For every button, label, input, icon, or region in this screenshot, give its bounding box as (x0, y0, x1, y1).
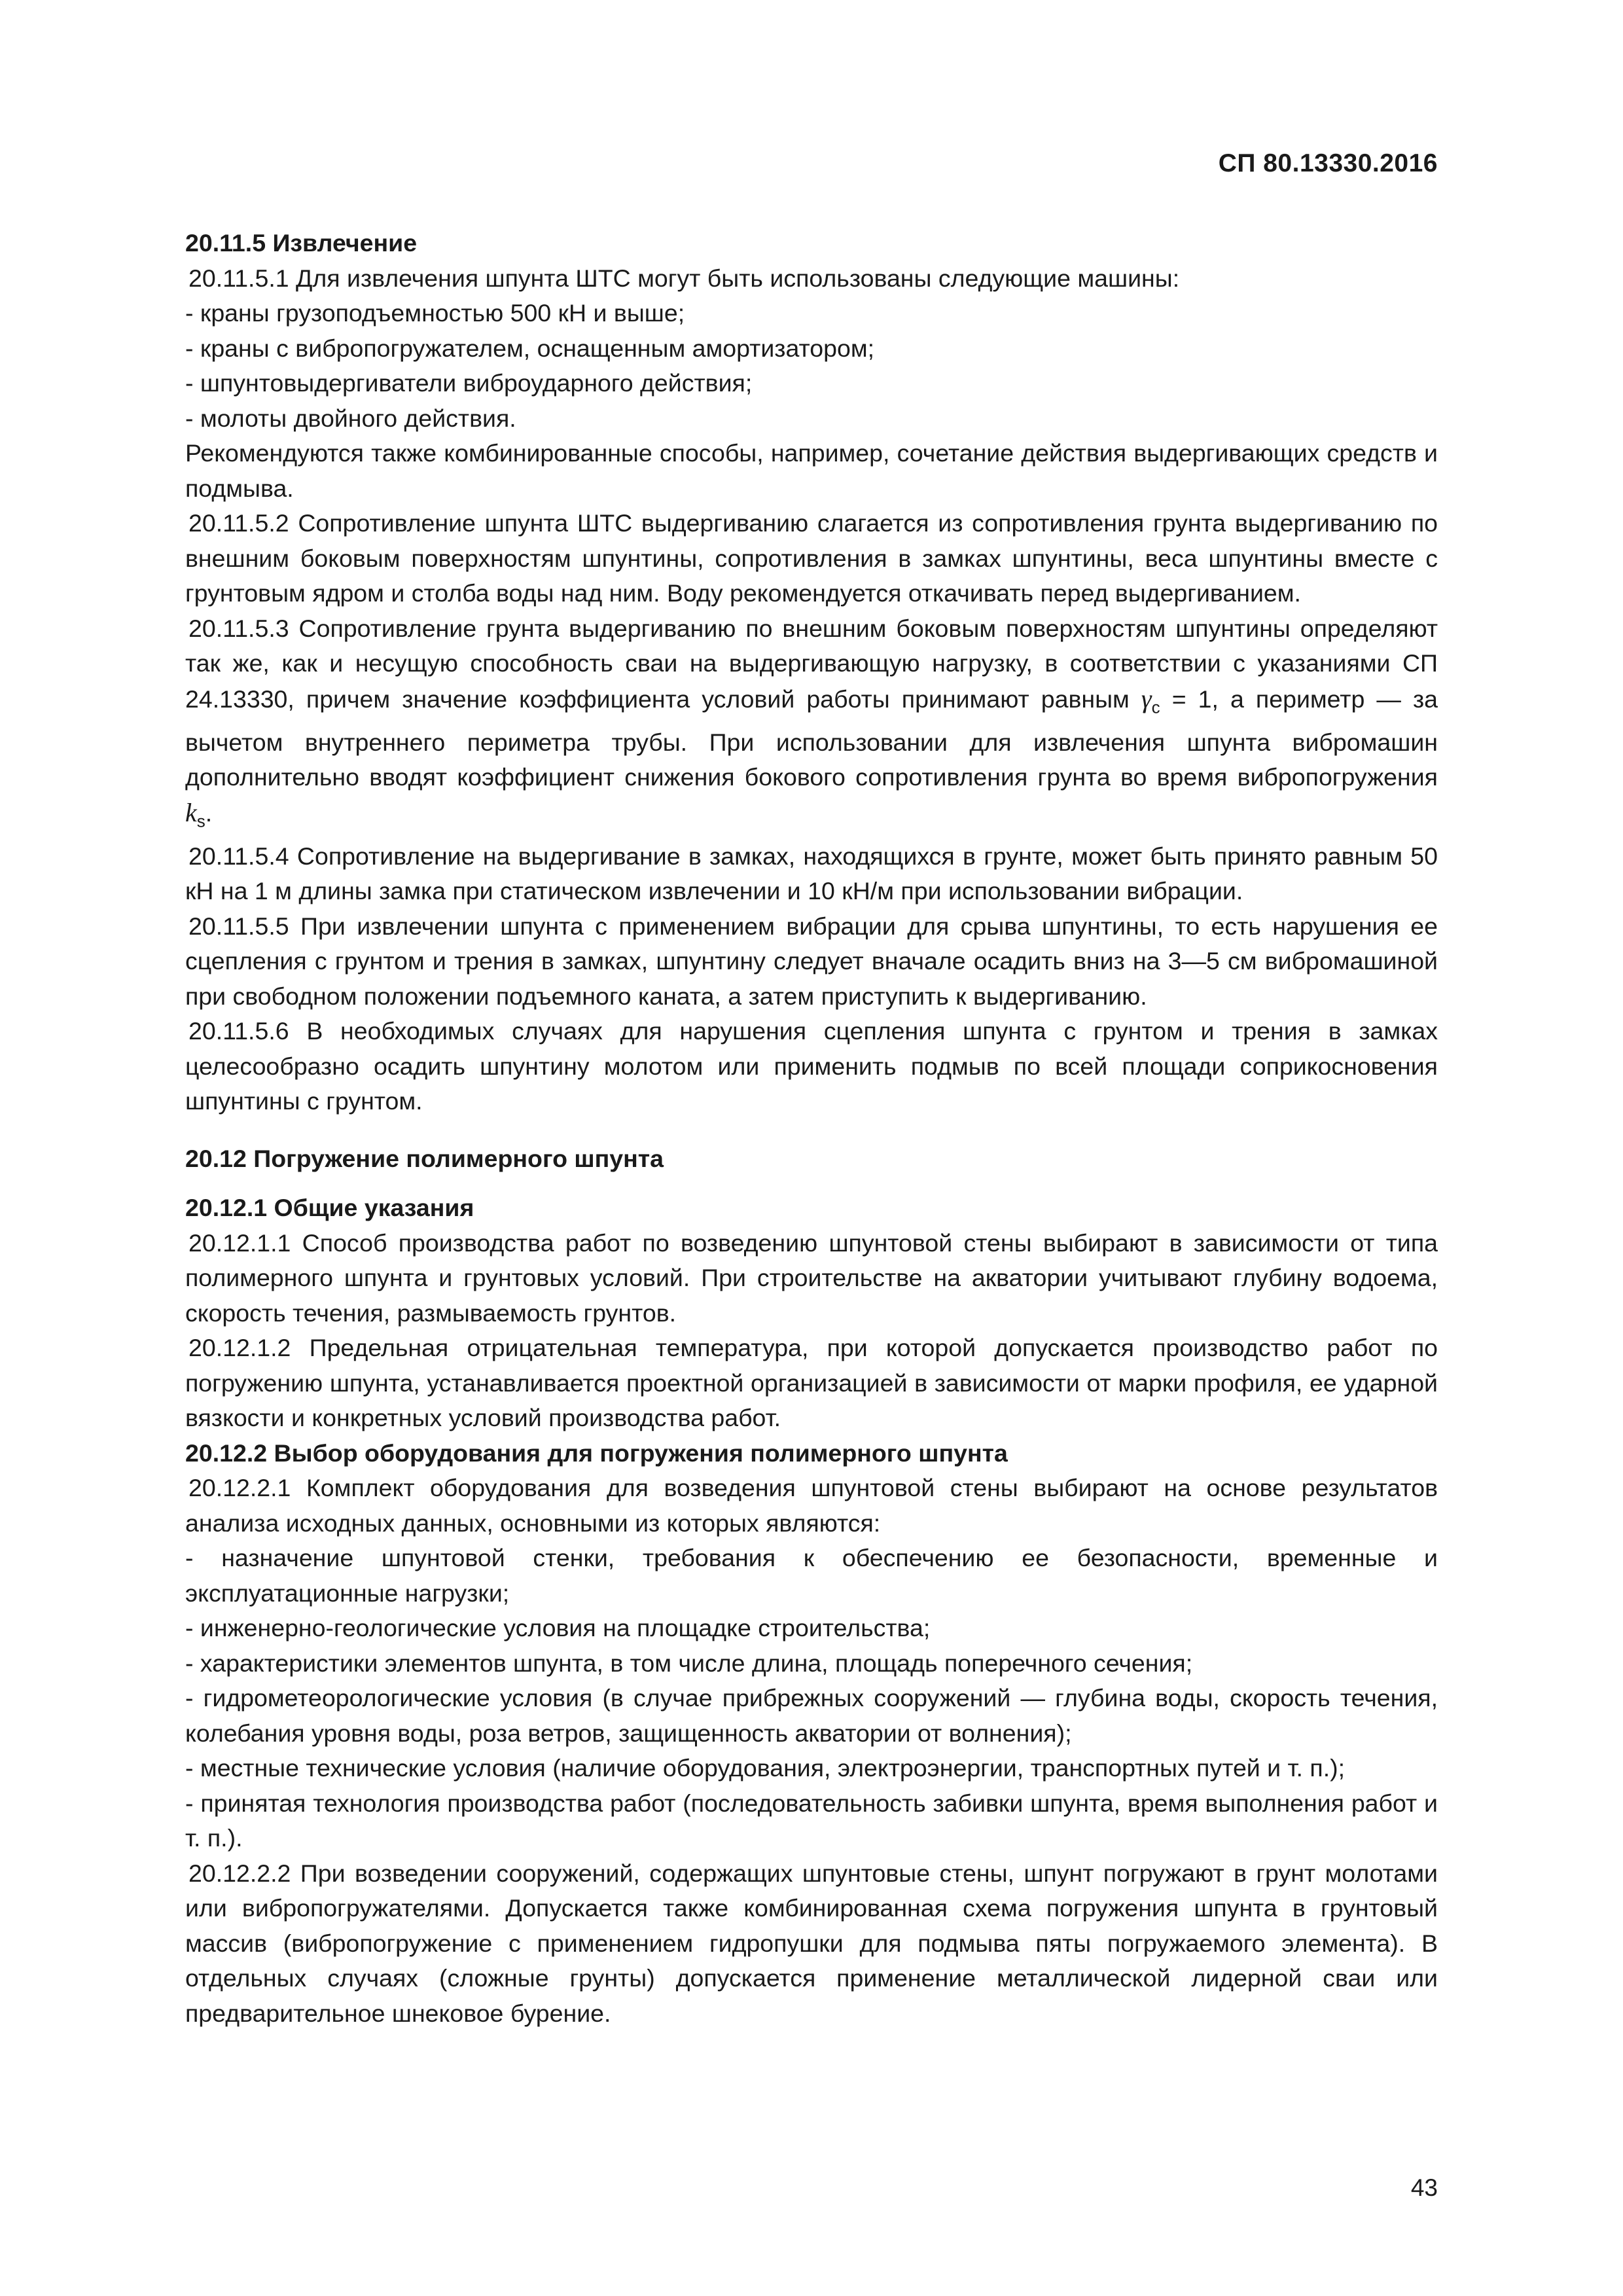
para-20-12-2-2: 20.12.2.2 При возведении сооружений, содержащих шпунтовые стены, шпунт погружают в грунт молотами или вибропогружателями. Допускается также комбинированная схема погружения шпунта в грунтовый массив (вибропогружение с применением гидропушки для подмыва пяты погружаемого элемента). В отдельных случаях (сложные грунты) допускается применение металлической лидерной сваи или предварительное шнековое бурение. (185, 1859, 1438, 2027)
list-item: - принятая технология производства работ (последовательность забивки шпунта, время выполнения работ и т. п.). (185, 1789, 1438, 1852)
para-20-11-5-3-text-b: = 1, а периметр — за вычетом внутреннего периметра трубы. При использовании для извлечения шпунта вибромашин дополнительно вводят коэффициент снижения бокового сопротивления грунта во время вибропогружения (185, 685, 1438, 791)
para-20-11-5-1: 20.11.5.1 Для извлечения шпунта ШТС могут быть использованы следующие машины: (188, 264, 1180, 292)
heading-20-12-1: 20.12.1 Общие указания (185, 1194, 474, 1221)
heading-20-12: 20.12 Погружение полимерного шпунта (185, 1144, 664, 1172)
list-item: - назначение шпунтовой стенки, требования к обеспечению ее безопасности, временные и эксплуатационные нагрузки; (185, 1544, 1438, 1607)
gamma-symbol: γ (1141, 683, 1152, 713)
para-20-11-5-5: 20.11.5.5 При извлечении шпунта с применением вибрации для срыва шпунтины, то есть нарушения ее сцепления с грунтом и трения в замках, шпунтину следует вначале осадить вниз на 3—5 см вибромашиной при свободном положении подъемного каната, а затем приступить к выдергиванию. (185, 912, 1438, 1010)
list-item: - краны с вибропогружателем, оснащенным амортизатором; (185, 334, 875, 362)
page-body (185, 226, 1438, 2031)
list-item: - гидрометеорологические условия (в случае прибрежных сооружений — глубина воды, скорость течения, колебания уровня воды, роза ветров, защищенность акватории от волнения); (185, 1684, 1438, 1747)
para-20-11-5-3-end: . (205, 798, 213, 827)
list-item: - краны грузоподъемностью 500 кН и выше; (185, 299, 685, 327)
list-item: - характеристики элементов шпунта, в том числе длина, площадь поперечного сечения; (185, 1649, 1193, 1677)
heading-20-11-5: 20.11.5 Извлечение (185, 229, 418, 257)
list-item: - молоты двойного действия. (185, 404, 516, 432)
list-item: - местные технические условия (наличие оборудования, электроэнергии, транспортных путей и т. п.); (185, 1754, 1346, 1782)
document-code: СП 80.13330.2016 (1218, 149, 1438, 177)
list-item: - шпунтовыдергиватели виброударного действия; (185, 369, 753, 397)
para-20-11-5-3 (185, 611, 1438, 839)
page-number: 43 (1410, 2174, 1438, 2201)
para-20-11-5-6: 20.11.5.6 В необходимых случаях для нарушения сцепления шпунта с грунтом и трения в замках целесообразно осадить шпунтину молотом или применить подмыв по всей площади соприкосновения шпунтины с грунтом. (185, 1017, 1438, 1115)
k-subscript: s (196, 811, 205, 831)
para-20-11-5-2: 20.11.5.2 Сопротивление шпунта ШТС выдергиванию слагается из сопротивления грунта выдергиванию по внешним боковым поверхностям шпунтины, сопротивления в замках шпунтины, веса шпунтины вместе с грунтовым ядром и столба воды над ним. Воду рекомендуется откачивать перед выдергиванием. (185, 509, 1438, 607)
k-symbol: k (185, 797, 197, 827)
para-20-12-2-1: 20.12.2.1 Комплект оборудования для возведения шпунтовой стены выбирают на основе результатов анализа исходных данных, основными из которых являются: (185, 1474, 1438, 1537)
para-20-11-5-3-text-a: 20.11.5.3 Сопротивление грунта выдергиванию по внешним боковым поверхностям шпунтины определяют так же, как и несущую способность сваи на выдергивающую нагрузку, в соответствии с указаниями СП 24.13330, причем значение коэффициента условий работы принимают равным (185, 614, 1438, 713)
list-item: - инженерно-геологические условия на площадке строительства; (185, 1614, 931, 1641)
gamma-subscript: c (1151, 697, 1160, 717)
para-20-11-5-4: 20.11.5.4 Сопротивление на выдергивание в замках, находящихся в грунте, может быть принято равным 50 кН на 1 м длины замка при статическом извлечении и 10 кН/м при использовании вибрации. (185, 842, 1438, 905)
heading-20-12-2: 20.12.2 Выбор оборудования для погружения полимерного шпунта (185, 1439, 1008, 1467)
para-recommendation: Рекомендуются также комбинированные способы, например, сочетание действия выдергивающих средств и подмыва. (185, 439, 1438, 502)
para-20-12-1-2: 20.12.1.2 Предельная отрицательная температура, при которой допускается производство работ по погружению шпунта, устанавливается проектной организацией в зависимости от марки профиля, ее ударной вязкости и конкретных условий производства работ. (185, 1334, 1438, 1431)
para-20-12-1-1: 20.12.1.1 Способ производства работ по возведению шпунтовой стены выбирают в зависимости от типа полимерного шпунта и грунтовых условий. При строительстве на акватории учитывают глубину водоема, скорость течения, размываемость грунтов. (185, 1229, 1438, 1327)
